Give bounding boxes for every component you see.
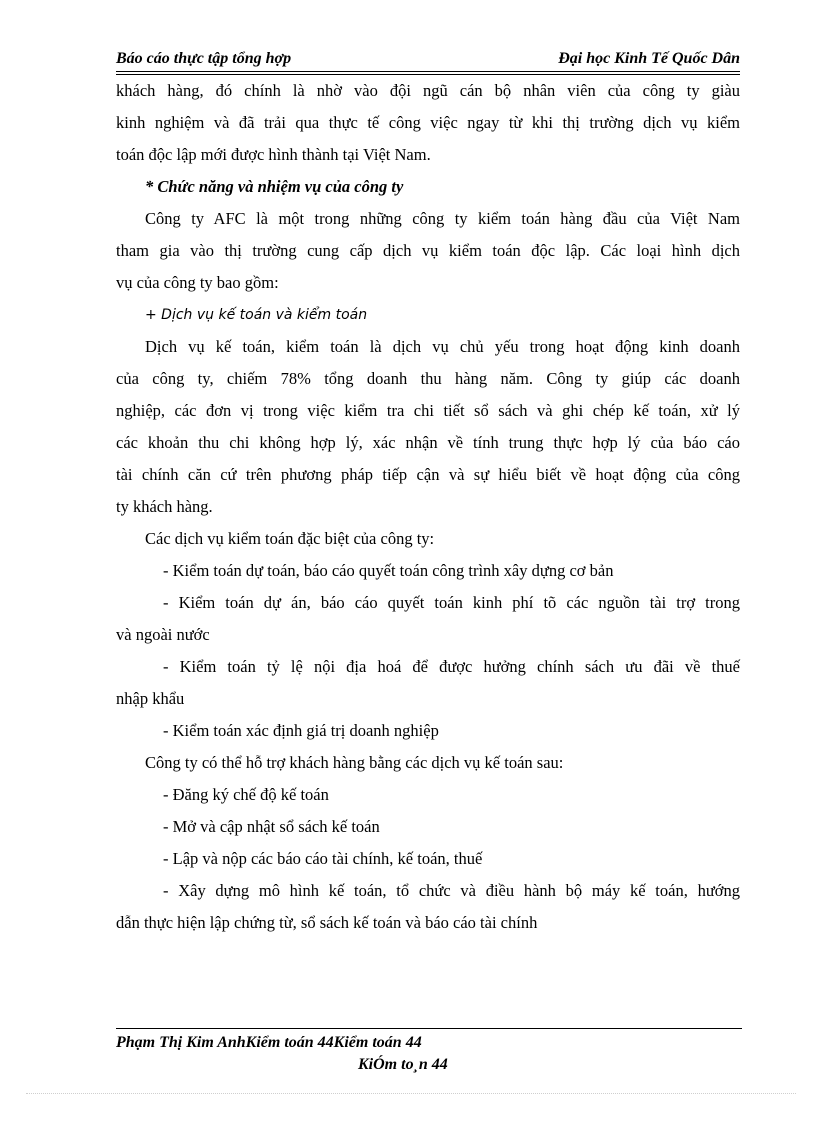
list-item-4: - Kiểm toán xác định giá trị doanh nghiệp xyxy=(163,721,439,740)
list-item-3: - Kiểm toán tỷ lệ nội địa hoá để được hưởng chính sách ưu đãi về thuế xyxy=(163,657,740,676)
subheading-accounting-audit-services: + Dịch vụ kế toán và kiểm toán xyxy=(145,307,368,323)
body-line-15: Các dịch vụ kiểm toán đặc biệt của công ty: xyxy=(145,529,435,548)
list-item-3-cont: nhập khẩu xyxy=(116,689,185,708)
page-edge xyxy=(26,1093,796,1094)
list-item-5: - Đăng ký chế độ kế toán xyxy=(163,785,329,804)
body-line-6: tham gia vào thị trường cung cấp dịch vụ kiểm toán độc lập. Các loại hình dịch xyxy=(116,241,740,260)
body-line-5: Công ty AFC là một trong những công ty kiểm toán hàng đầu của Việt Nam xyxy=(145,209,740,228)
body-line-3: toán độc lập mới được hình thành tại Việt Nam. xyxy=(116,145,431,164)
footer-rule xyxy=(116,1028,742,1029)
body-line-7: vụ của công ty bao gồm: xyxy=(116,273,279,292)
body-line-10: của công ty, chiếm 78% tổng doanh thu hàng năm. Công ty giúp các doanh xyxy=(116,369,740,388)
footer-author: Phạm Thị Kim AnhKiểm toán 44Kiểm toán 44 xyxy=(116,1034,422,1051)
list-item-8: - Xây dựng mô hình kế toán, tổ chức và điều hành bộ máy kế toán, hướng xyxy=(163,881,740,900)
body-line-1: khách hàng, đó chính là nhờ vào đội ngũ cán bộ nhân viên của công ty giàu xyxy=(116,81,740,100)
list-item-1: - Kiểm toán dự toán, báo cáo quyết toán công trình xây dựng cơ bản xyxy=(163,561,614,580)
header-university: Đại học Kinh Tế Quốc Dân xyxy=(558,50,740,67)
body-line-9: Dịch vụ kế toán, kiểm toán là dịch vụ chủ yếu trong hoạt động kinh doanh xyxy=(145,337,740,356)
section-heading-functions: * Chức năng và nhiệm vụ của công ty xyxy=(145,177,404,196)
list-item-6: - Mở và cập nhật sổ sách kế toán xyxy=(163,817,380,836)
body-line-2: kinh nghiệm và đã trải qua thực tế công việc ngay từ khi thị trường dịch vụ kiểm xyxy=(116,113,740,132)
header-report-title: Báo cáo thực tập tổng hợp xyxy=(116,50,292,67)
document-body xyxy=(116,75,740,939)
body-line-14: ty khách hàng. xyxy=(116,497,213,516)
body-line-22: Công ty có thể hỗ trợ khách hàng bằng các dịch vụ kế toán sau: xyxy=(145,753,564,772)
body-line-13: tài chính căn cứ trên phương pháp tiếp cận và sự hiểu biết về hoạt động của công xyxy=(116,465,740,484)
list-item-8-cont: dẫn thực hiện lập chứng từ, sổ sách kế toán và báo cáo tài chính xyxy=(116,913,538,932)
footer-class: KiÓm to¸n 44 xyxy=(358,1056,448,1073)
body-line-11: nghiệp, các đơn vị trong việc kiểm tra chi tiết sổ sách và ghi chép kế toán, xử lý xyxy=(116,401,740,420)
list-item-7: - Lập và nộp các báo cáo tài chính, kế toán, thuế xyxy=(163,849,483,868)
list-item-2: - Kiểm toán dự án, báo cáo quyết toán kinh phí tõ các nguồn tài trợ trong xyxy=(163,593,740,612)
header-rule-top xyxy=(116,71,740,72)
page-header xyxy=(116,50,740,70)
body-line-12: các khoản thu chi không hợp lý, xác nhận về tính trung thực hợp lý của báo cáo xyxy=(116,433,740,452)
list-item-2-cont: và ngoài nước xyxy=(116,625,210,644)
